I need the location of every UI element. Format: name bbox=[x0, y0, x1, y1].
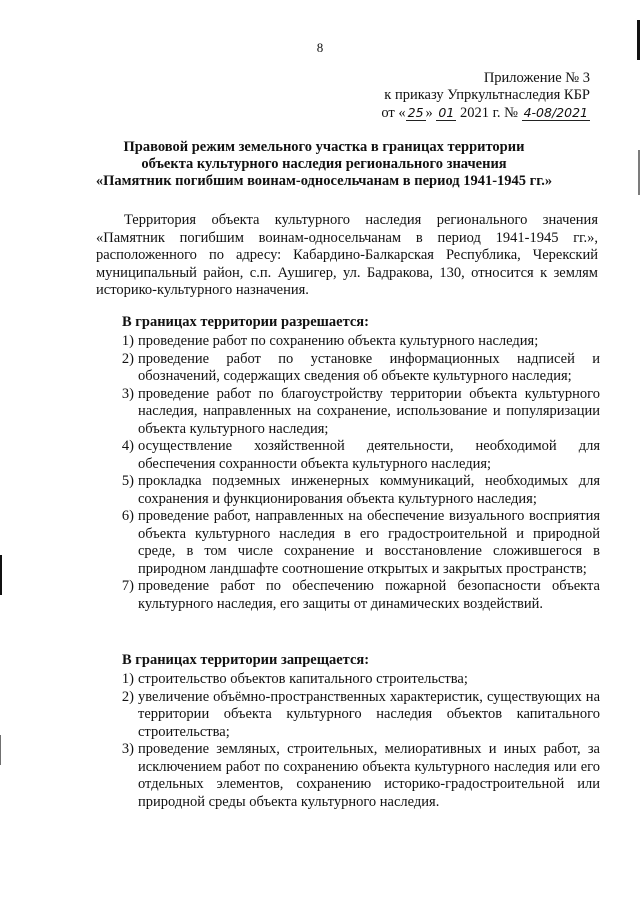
list-item bbox=[110, 386, 600, 439]
item-text: осуществление хозяйственной деятельности, необходимой для обеспечения сохранности объекта культурного наследия; bbox=[138, 438, 600, 472]
item-number: 5) bbox=[121, 473, 134, 489]
title-line-2: объекта культурного наследия регионального значения bbox=[141, 156, 507, 172]
list-item bbox=[110, 671, 600, 689]
list-item bbox=[110, 351, 600, 386]
handwritten-month: 01 bbox=[438, 105, 455, 120]
page-number: 8 bbox=[316, 40, 324, 55]
item-text: строительство объектов капитального строительства; bbox=[138, 671, 468, 687]
item-text: проведение работ по обеспечению пожарной безопасности объекта культурного наследия, его защиты от динамических воздействий. bbox=[138, 578, 600, 612]
appendix-block bbox=[381, 70, 590, 122]
list-item bbox=[110, 438, 600, 473]
list-item bbox=[110, 741, 600, 811]
list-item bbox=[110, 473, 600, 508]
allowed-heading: В границах территории разрешается: bbox=[122, 314, 369, 330]
item-number: 4) bbox=[121, 438, 134, 454]
item-text: проведение работ по установке информационных надписей и обозначений, содержащих сведения об объекте культурного наследия; bbox=[138, 350, 600, 384]
title-line-1: Правовой режим земельного участка в границах территории bbox=[123, 139, 525, 155]
item-text: увеличение объёмно-пространственных характеристик, существующих на территории объекта культурного наследия объектов капитального строительства; bbox=[138, 688, 600, 740]
date-prefix: от « bbox=[381, 105, 406, 121]
handwritten-day: 25 bbox=[407, 105, 424, 120]
allowed-list bbox=[110, 333, 600, 613]
item-number: 2) bbox=[121, 350, 134, 367]
document-title bbox=[50, 139, 598, 190]
title-line-3: «Памятник погибшим воинам-односельчанам в период 1941-1945 гг.» bbox=[95, 173, 553, 189]
appendix-title: Приложение № 3 bbox=[483, 70, 590, 86]
appendix-order-ref: к приказу Упркультнаследия КБР bbox=[384, 87, 590, 103]
date-year: 2021 г. № bbox=[456, 105, 522, 121]
list-item bbox=[110, 689, 600, 742]
item-text: проведение земляных, строительных, мелиоративных и иных работ, за исключением работ по сохранению объекта культурного наследия или его отдельных элементов, сохранению историко-градостроительной или природной среды объекта культурного наследия. bbox=[138, 741, 600, 810]
date-mid: » bbox=[425, 105, 437, 121]
list-item bbox=[110, 578, 600, 613]
allowed-section bbox=[110, 313, 600, 613]
forbidden-heading: В границах территории запрещается: bbox=[122, 652, 370, 668]
item-text: проведение работ, направленных на обеспечение визуального восприятия объекта культурного наследия в его градостроительной и природной среде, в том числе сохранение и восстановление сложившегося в природном ландшафте соотношение открытых и закрытых пространств; bbox=[138, 508, 600, 577]
item-number: 3) bbox=[121, 741, 134, 757]
item-text: проведение работ по сохранению объекта культурного наследия; bbox=[138, 333, 539, 349]
forbidden-list bbox=[110, 671, 600, 811]
scan-edge-mark bbox=[0, 555, 2, 595]
list-item bbox=[110, 508, 600, 578]
item-text: проведение работ по благоустройству территории объекта культурного наследия, направленных на сохранение, использование и популяризации объекта культурного наследия; bbox=[138, 385, 600, 437]
item-number: 2) bbox=[121, 688, 134, 705]
item-number: 1) bbox=[121, 671, 134, 687]
item-number: 6) bbox=[121, 508, 134, 524]
appendix-date-line bbox=[381, 104, 590, 122]
handwritten-order-number: 4-08/2021 bbox=[523, 105, 588, 120]
intro-paragraph: Территория объекта культурного наследия регионального значения «Памятник погибшим воинам-односельчанам в период 1941-1945 гг.», расположенного по адресу: Кабардино-Балкарская Республика, Черекский муниципальный район, с.п. Аушигер, ул. Бадракова, 130, относится к землям историко-культурного назначения. bbox=[96, 212, 598, 298]
forbidden-section bbox=[110, 651, 600, 811]
item-number: 1) bbox=[121, 333, 134, 349]
scan-edge-mark bbox=[0, 735, 1, 765]
list-item bbox=[110, 333, 600, 351]
item-text: прокладка подземных инженерных коммуникаций, необходимых для сохранения и функционирования объекта культурного наследия; bbox=[138, 473, 600, 507]
item-number: 7) bbox=[121, 578, 134, 594]
item-number: 3) bbox=[121, 385, 134, 402]
